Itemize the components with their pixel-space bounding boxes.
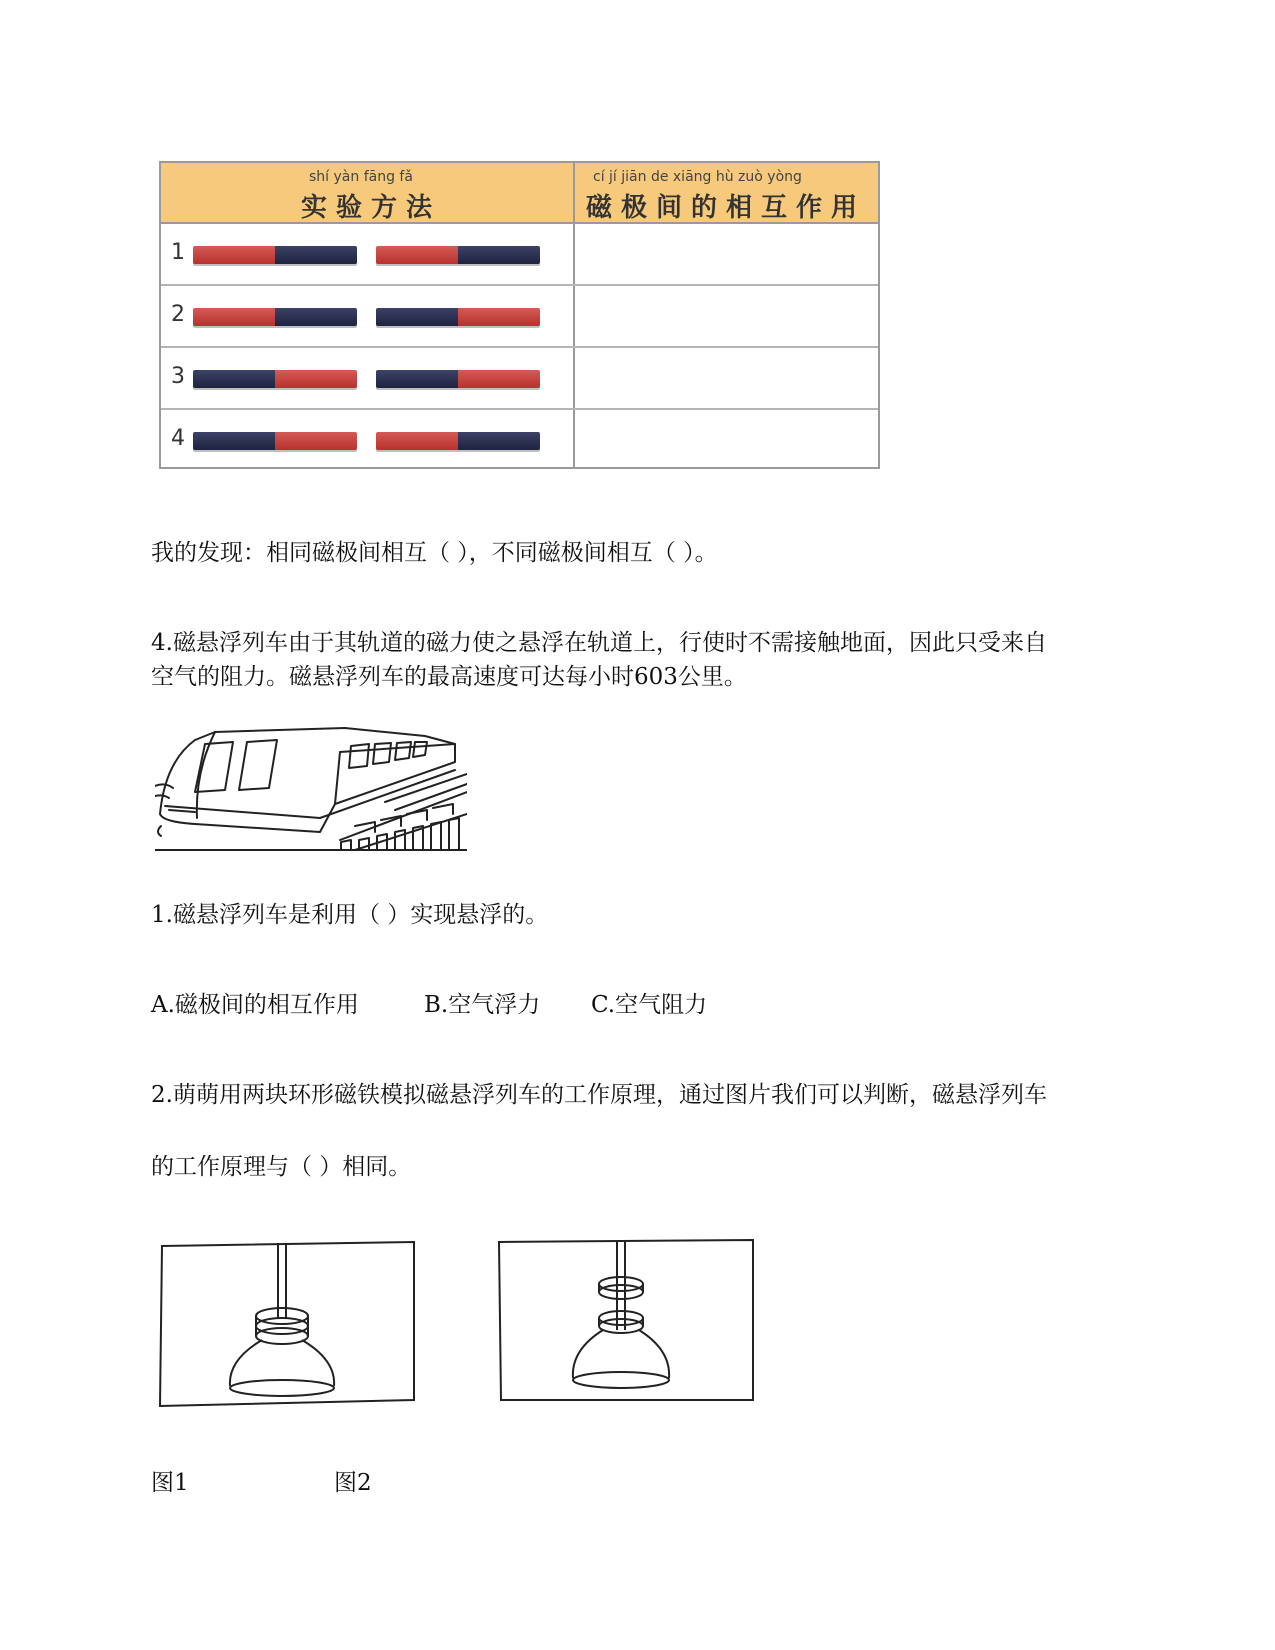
- figure-2-label: 图2: [334, 1470, 372, 1496]
- magnet-pole-blue: [275, 246, 357, 264]
- row-number: 1: [171, 240, 185, 265]
- sub-question-2-line1: 2.萌萌用两块环形磁铁模拟磁悬浮列车的工作原理，通过图片我们可以判断，磁悬浮列车: [151, 1082, 1047, 1108]
- magnet-pole-blue: [458, 432, 540, 450]
- row-divider: [161, 408, 878, 410]
- magnet-pole-red: [193, 308, 275, 326]
- row-number: 2: [171, 302, 185, 327]
- magnet-pole-red: [193, 246, 275, 264]
- figure-2-ring-magnets: [497, 1238, 755, 1402]
- column-divider: [573, 163, 575, 467]
- bar-magnet: [193, 370, 357, 388]
- row-number: 4: [171, 426, 185, 451]
- bar-magnet: [376, 308, 540, 326]
- sub-question-2-line2: 的工作原理与（ ）相同。: [151, 1154, 412, 1180]
- bar-magnet: [193, 246, 357, 264]
- experiment-table: [159, 161, 880, 469]
- row-divider: [161, 284, 878, 286]
- col2-pinyin: cí jí jiān de xiāng hù zuò yòng: [593, 169, 802, 185]
- col1-pinyin: shí yàn fāng fǎ: [309, 169, 413, 185]
- magnet-pole-red: [458, 308, 540, 326]
- sub-question-1: 1.磁悬浮列车是利用（ ）实现悬浮的。: [151, 902, 549, 928]
- magnet-pole-red: [458, 370, 540, 388]
- bar-magnet: [376, 370, 540, 388]
- magnet-pole-blue: [376, 370, 458, 388]
- question-4-line2: 空气的阻力。磁悬浮列车的最高速度可达每小时603公里。: [151, 664, 747, 690]
- magnet-pole-red: [376, 432, 458, 450]
- col1-title: 实验方法: [301, 193, 442, 223]
- magnet-pole-blue: [376, 308, 458, 326]
- figure-1-label: 图1: [151, 1470, 189, 1496]
- option-c: C.空气阻力: [591, 992, 708, 1018]
- option-a: A.磁极间的相互作用: [151, 992, 359, 1018]
- magnet-pole-blue: [458, 246, 540, 264]
- bar-magnet: [376, 432, 540, 450]
- question-4-line1: 4.磁悬浮列车由于其轨道的磁力使之悬浮在轨道上，行使时不需接触地面，因此只受来自: [151, 630, 1047, 656]
- bar-magnet: [193, 308, 357, 326]
- option-b: B.空气浮力: [424, 992, 541, 1018]
- figure-1-ring-magnets: [158, 1240, 418, 1408]
- finding-text: 我的发现：相同磁极间相互（ ），不同磁极间相互（ ）。: [151, 540, 718, 566]
- row-divider: [161, 346, 878, 348]
- magnet-pole-blue: [193, 370, 275, 388]
- table-header: [161, 163, 878, 224]
- magnet-pole-red: [275, 370, 357, 388]
- magnet-pole-blue: [193, 432, 275, 450]
- magnet-pole-blue: [275, 308, 357, 326]
- magnet-pole-red: [275, 432, 357, 450]
- row-number: 3: [171, 364, 185, 389]
- magnet-pole-red: [376, 246, 458, 264]
- bar-magnet: [376, 246, 540, 264]
- col2-title: 磁极间的相互作用: [586, 193, 867, 223]
- maglev-train-illustration: [155, 722, 467, 852]
- bar-magnet: [193, 432, 357, 450]
